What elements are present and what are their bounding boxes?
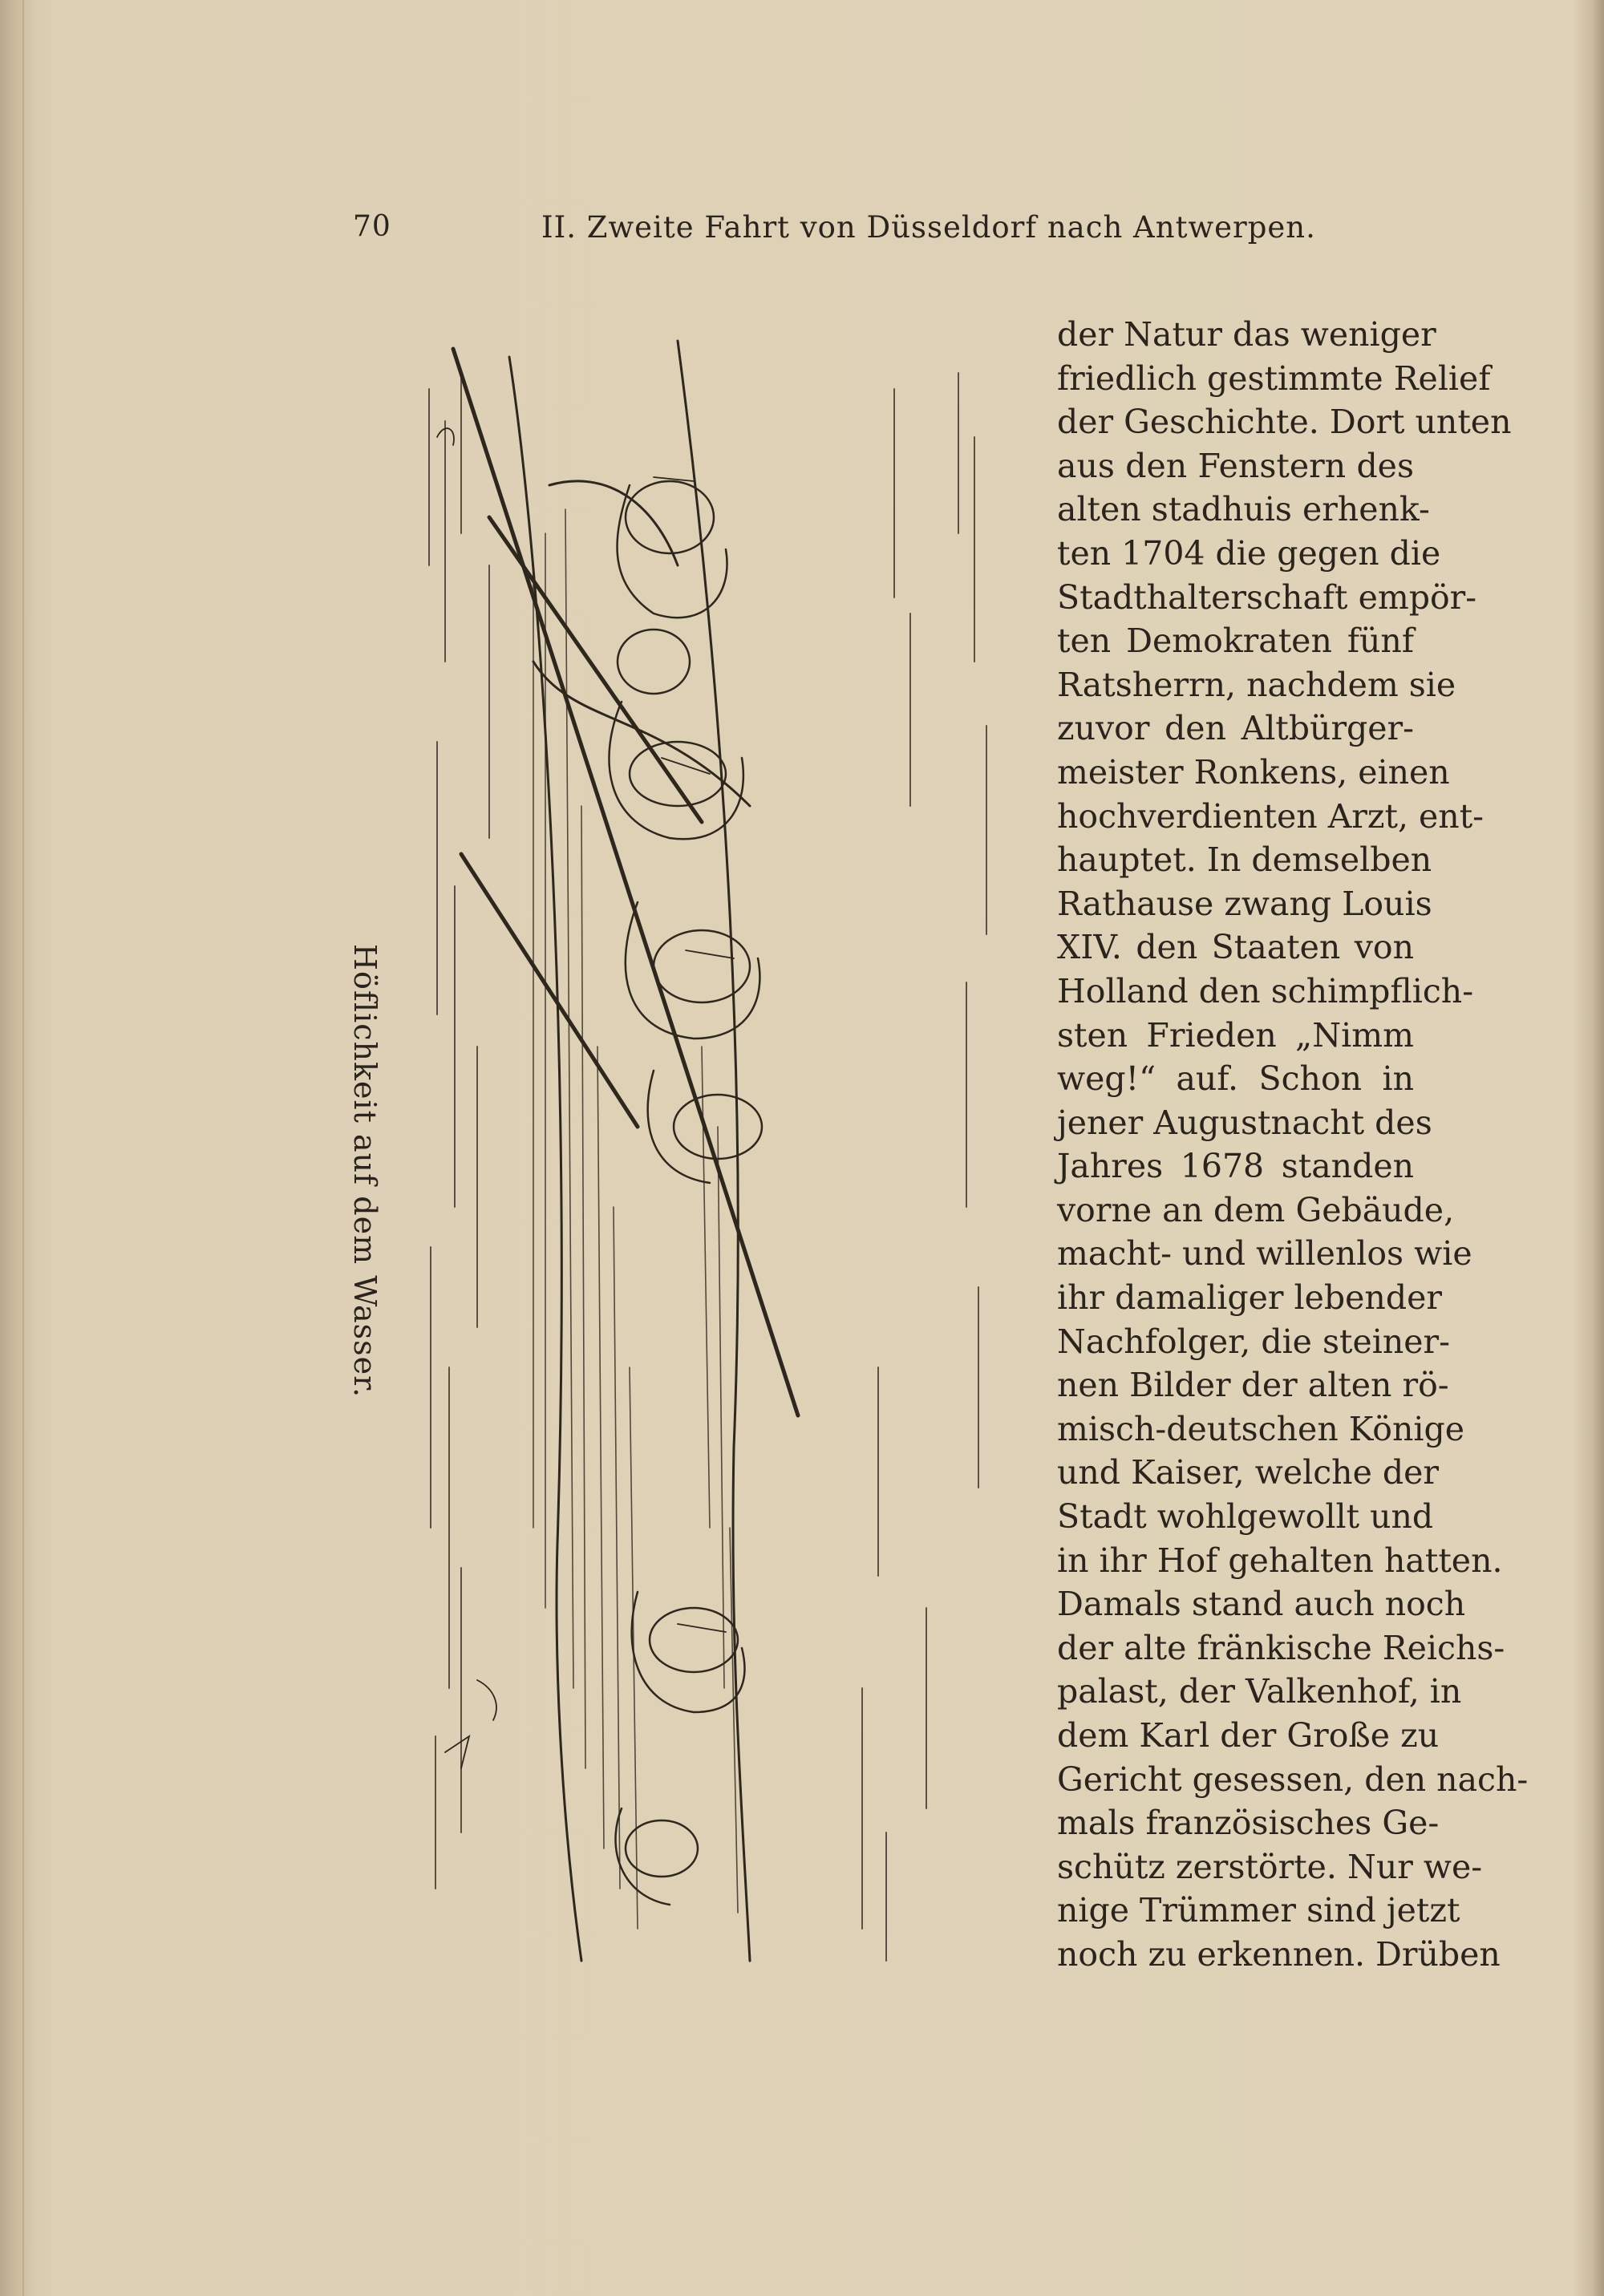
body-line: schütz zerstörte. Nur we-: [1057, 1847, 1483, 1886]
body-line: in ihr Hof gehalten hatten.: [1057, 1541, 1503, 1580]
body-line: dem Karl der Große zu: [1057, 1716, 1440, 1755]
body-line: ten Demokraten fünf: [1057, 622, 1414, 661]
body-line: aus den Fenstern des: [1057, 446, 1414, 485]
body-text: [1057, 313, 1529, 1977]
body-line: Stadthalterschaft empör-: [1057, 577, 1477, 617]
body-line: Nachfolger, die steiner-: [1057, 1322, 1450, 1361]
body-line: alten stadhuis erhenk-: [1057, 490, 1430, 529]
body-line: Rathause zwang Louis: [1057, 884, 1432, 923]
body-line: ten 1704 die gegen die: [1057, 533, 1441, 573]
running-head: II. Zweite Fahrt von Düsseldorf nach Antwerpen.: [541, 210, 1316, 245]
body-line: nige Trümmer sind jetzt: [1057, 1891, 1460, 1930]
engraving-boat-on-water-icon: [413, 325, 1023, 1969]
body-line: und Kaiser, welche der: [1057, 1453, 1439, 1492]
page-number: 70: [353, 210, 391, 243]
body-line: der alte fränkische Reichs-: [1057, 1628, 1505, 1667]
body-line: jener Augustnacht des: [1057, 1103, 1432, 1142]
body-line: ihr damaliger lebender: [1057, 1278, 1442, 1318]
body-line: sten Frieden „Nimm: [1057, 1015, 1414, 1055]
body-line: XIV. den Staaten von: [1057, 928, 1414, 967]
body-line: Stadt wohlgewollt und: [1057, 1497, 1434, 1537]
body-line: Jahres 1678 standen: [1057, 1147, 1414, 1186]
body-line: hauptet. In demselben: [1057, 840, 1432, 880]
body-line: weg!“ auf. Schon in: [1057, 1059, 1414, 1099]
body-line: palast, der Valkenhof, in: [1057, 1672, 1462, 1711]
body-line: Gericht gesessen, den nach-: [1057, 1759, 1529, 1799]
body-line: noch zu erkennen. Drüben: [1057, 1934, 1501, 1974]
body-line: vorne an dem Gebäude,: [1057, 1190, 1455, 1229]
body-line: macht- und willenlos wie: [1057, 1234, 1472, 1274]
body-line: zuvor den Altbürger-: [1057, 709, 1414, 748]
illustration-caption: Höflichkeit auf dem Wasser.: [347, 943, 383, 1399]
body-line: Ratsherrn, nachdem sie: [1057, 665, 1456, 704]
page-header: [353, 210, 1412, 258]
body-line: Damals stand auch noch: [1057, 1585, 1466, 1624]
binding-edge: [22, 0, 24, 2296]
body-line: nen Bilder der alten rö-: [1057, 1366, 1449, 1405]
body-line: hochverdienten Arzt, ent-: [1057, 796, 1485, 836]
body-line: Holland den schimpflich-: [1057, 971, 1474, 1010]
body-line: meister Ronkens, einen: [1057, 752, 1450, 792]
illustration-caption-wrap: [317, 943, 413, 1399]
body-line: mals französisches Ge-: [1057, 1804, 1440, 1843]
body-line: der Natur das weniger: [1057, 315, 1436, 354]
body-line: misch-deutschen Könige: [1057, 1409, 1464, 1448]
body-line: friedlich gestimmte Relief: [1057, 358, 1491, 398]
body-line: der Geschichte. Dort unten: [1057, 403, 1512, 442]
